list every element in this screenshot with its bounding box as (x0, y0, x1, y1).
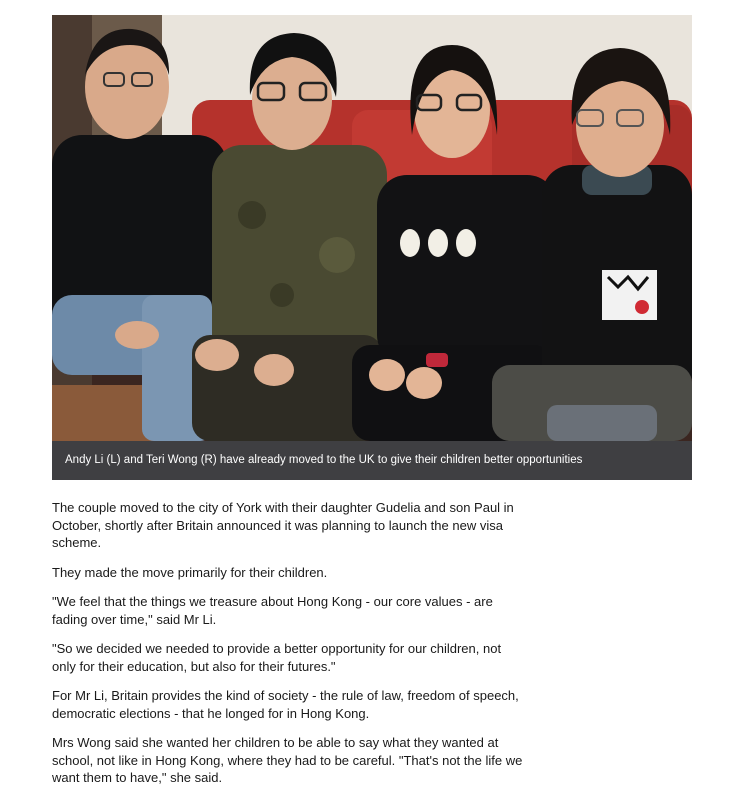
photo-caption: Andy Li (L) and Teri Wong (R) have already moved to the UK to give their children better opportunities (52, 441, 692, 480)
article-paragraph: "We feel that the things we treasure about Hong Kong - our core values - are fading over time," said Mr Li. (52, 594, 493, 627)
article-paragraph: The couple moved to the city of York with their daughter Gudelia and son Paul in October, shortly after Britain announced it was planning to launch the new visa scheme. (52, 500, 514, 550)
article-paragraph: Mrs Wong said she wanted her children to be able to say what they wanted at school, not like in Hong Kong, where they had to be careful. "That's not the life we want them to have," she said. (52, 735, 523, 785)
family-photo-illustration (52, 15, 692, 441)
article-body (52, 499, 527, 799)
article-paragraph: They made the move primarily for their children. (52, 564, 328, 580)
article-paragraph: "So we decided we needed to provide a better opportunity for our children, not only for their education, but also for their futures." (52, 641, 502, 674)
article-figure (52, 15, 692, 480)
article-paragraph: For Mr Li, Britain provides the kind of society - the rule of law, freedom of speech, democratic elections - that he longed for in Hong Kong. (52, 688, 519, 721)
family-photo (52, 15, 692, 441)
